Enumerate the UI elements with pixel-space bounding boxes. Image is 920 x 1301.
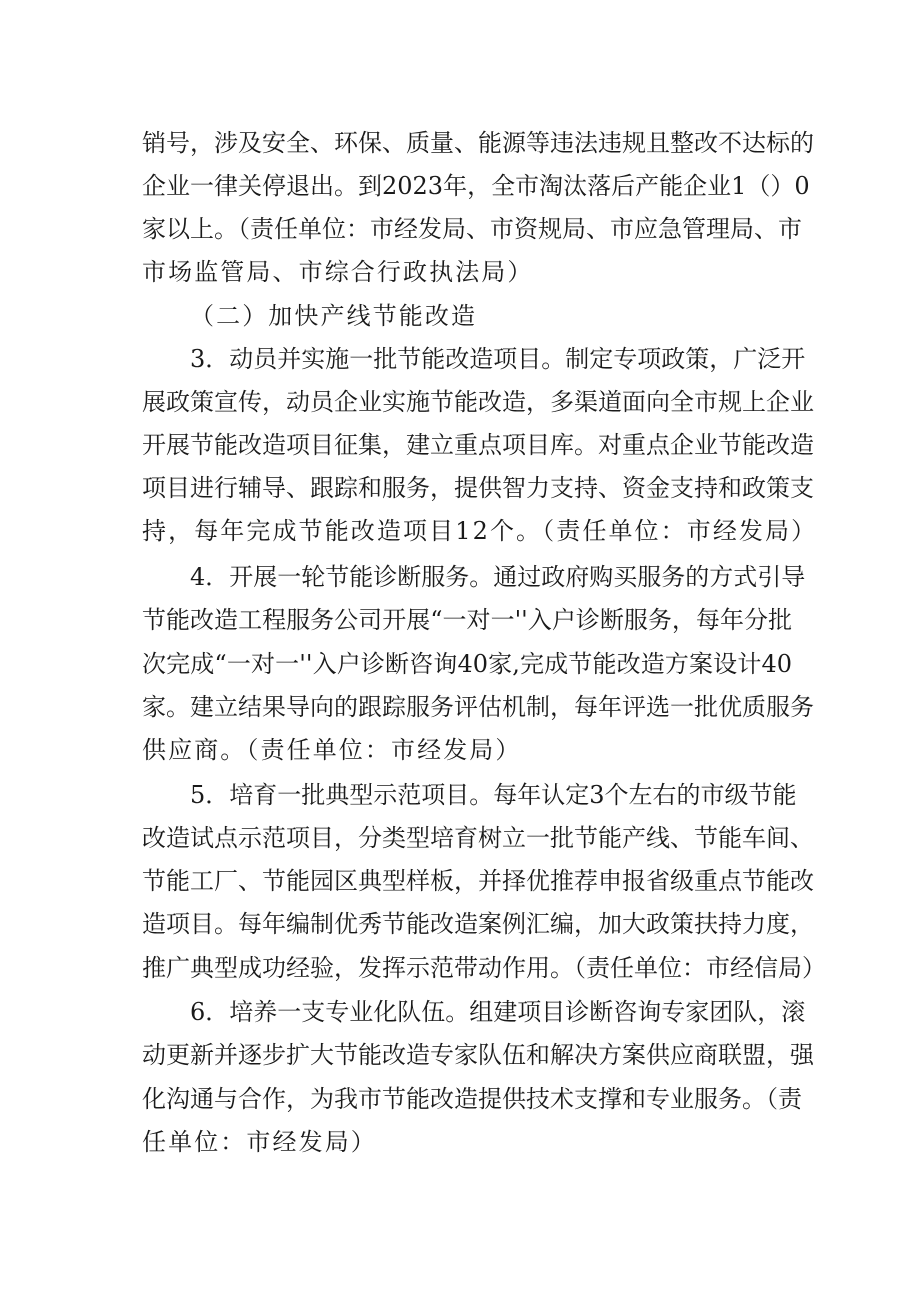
text-line: 改造试点示范项目，分类型培育树立一批节能产线、节能车间、	[142, 824, 814, 852]
text-line: 持，每年完成节能改造项目12个。（责任单位：市经发局）	[142, 517, 818, 545]
text-line: 家。建立结果导向的跟踪服务评估机制，每年评选一批优质服务	[142, 693, 814, 721]
section-heading: （二）加快产线节能改造	[190, 302, 478, 330]
text-line: 家以上。（责任单位：市经发局、市资规局、市应急管理局、市	[142, 215, 802, 243]
text-line: 项目进行辅导、跟踪和服务，提供智力支持、资金支持和政策支	[142, 474, 814, 502]
text-line: 企业一律关停退出。到2023年，全市淘汰落后产能企业1（）0	[142, 172, 810, 200]
text-line: 3．动员并实施一批节能改造项目。制定专项政策，广泛开	[190, 345, 806, 373]
text-line: 次完成“一对一''入户诊断咨询40家,完成节能改造方案设计40	[142, 650, 792, 678]
text-line: 展政策宣传，动员企业实施节能改造，多渠道面向全市规上企业	[142, 388, 814, 416]
text-line: 节能改造工程服务公司开展“一对一''入户诊断服务，每年分批	[142, 606, 792, 634]
text-line: 销号，涉及安全、环保、质量、能源等违法违规且整改不达标的	[142, 129, 814, 157]
text-line: 4．开展一轮节能诊断服务。通过政府购买服务的方式引导	[190, 563, 806, 591]
text-line: 5．培育一批典型示范项目。每年认定3个左右的市级节能	[190, 781, 797, 809]
text-line: 供应商。（责任单位：市经发局）	[142, 736, 522, 764]
text-line: 6．培养一支专业化队伍。组建项目诊断咨询专家团队，滚	[190, 998, 806, 1026]
text-line: 造项目。每年编制优秀节能改造案例汇编，加大政策扶持力度，	[142, 910, 814, 938]
text-line: 动更新并逐步扩大节能改造专家队伍和解决方案供应商联盟，强	[142, 1041, 814, 1069]
text-line: 任单位：市经发局）	[142, 1128, 377, 1156]
text-line: 节能工厂、节能园区典型样板，并择优推荐申报省级重点节能改	[142, 867, 814, 895]
text-line: 化沟通与合作，为我市节能改造提供技术支撑和专业服务。（责	[142, 1085, 802, 1113]
text-line: 推广典型成功经验，发挥示范带动作用。（责任单位：市经信局）	[142, 954, 826, 982]
text-line: 开展节能改造项目征集，建立重点项目库。对重点企业节能改造	[142, 431, 814, 459]
text-line: 市场监管局、市综合行政执法局）	[142, 258, 534, 286]
